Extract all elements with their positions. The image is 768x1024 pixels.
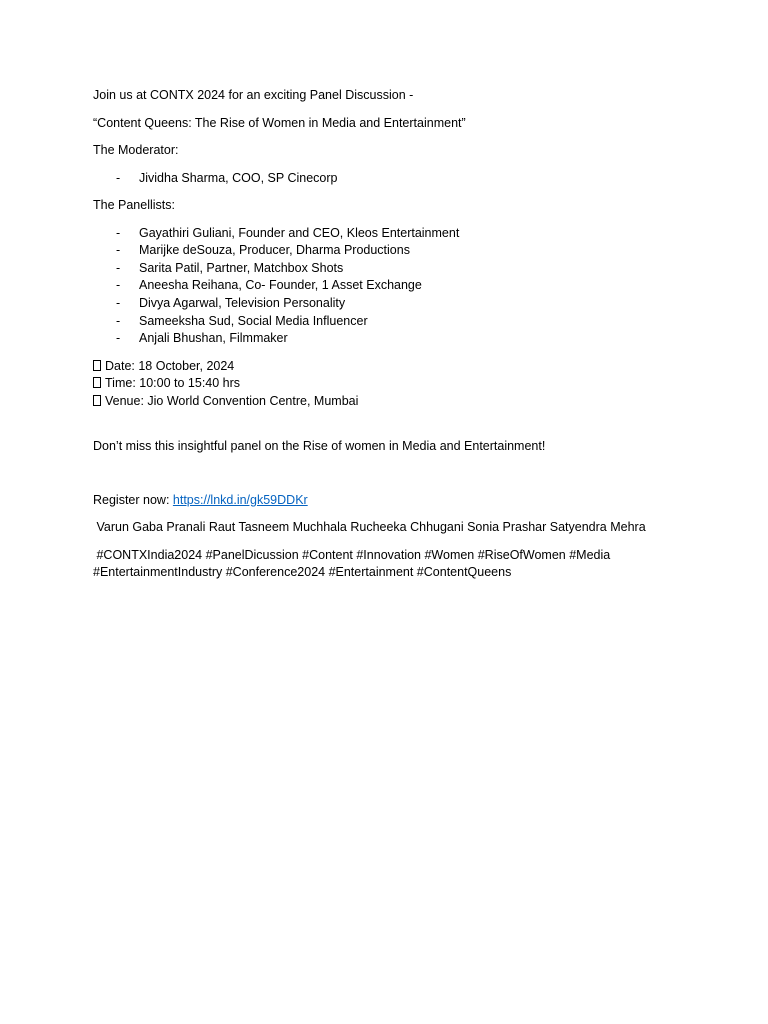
moderator-list (93, 170, 693, 188)
list-dash: - (116, 243, 121, 258)
event-details (93, 358, 693, 411)
panellist-name: Divya Agarwal, Television Personality (139, 295, 346, 310)
list-item (93, 277, 693, 295)
list-item (93, 260, 693, 278)
panellist-list (93, 225, 693, 348)
panellist-name: Marijke deSouza, Producer, Dharma Productions (139, 243, 410, 258)
event-venue-text: Venue: Jio World Convention Centre, Mumbai (105, 393, 359, 408)
list-dash: - (116, 278, 121, 293)
hashtags-line-2: #EntertainmentIndustry #Conference2024 #Entertainment #ContentQueens (93, 565, 512, 580)
list-item (93, 313, 693, 331)
mentions-line (93, 519, 693, 537)
missing-glyph-icon (93, 360, 101, 371)
call-to-action: Don’t miss this insightful panel on the Rise of women in Media and Entertainment! (93, 439, 546, 454)
mentions-text: Varun Gaba Pranali Raut Tasneem Muchhala Rucheeka Chhugani Sonia Prashar Satyendra Mehra (96, 520, 646, 535)
list-item (93, 295, 693, 313)
list-item (93, 330, 693, 348)
list-item (93, 242, 693, 260)
register-link[interactable]: https://lnkd.in/gk59DDKr (172, 492, 308, 507)
panellist-name: Sarita Patil, Partner, Matchbox Shots (139, 260, 344, 275)
moderator-heading: The Moderator: (93, 143, 179, 157)
event-time-text: Time: 10:00 to 15:40 hrs (105, 376, 241, 391)
event-date-text: Date: 18 October, 2024 (105, 358, 235, 373)
hashtags-line-1 (93, 547, 693, 565)
missing-glyph-icon (93, 377, 101, 388)
panellists-heading: The Panellists: (93, 198, 175, 213)
event-time (93, 375, 693, 393)
list-item (93, 225, 693, 243)
register-line (93, 492, 693, 510)
list-dash: - (116, 170, 121, 185)
panellist-name: Sameeksha Sud, Social Media Influencer (139, 313, 368, 328)
intro-text: Join us at CONTX 2024 for an exciting Panel Discussion - (93, 88, 414, 102)
list-dash: - (116, 225, 121, 240)
missing-glyph-icon (93, 395, 101, 406)
list-dash: - (116, 295, 121, 310)
list-item (93, 170, 693, 188)
document-body (93, 87, 693, 582)
panellist-name: Gayathiri Guliani, Founder and CEO, Kleos Entertainment (139, 225, 460, 240)
event-date (93, 358, 693, 376)
list-dash: - (116, 331, 121, 346)
panel-title: “Content Queens: The Rise of Women in Media and Entertainment” (93, 115, 466, 130)
panellist-name: Aneesha Reihana, Co- Founder, 1 Asset Exchange (139, 278, 422, 293)
panellist-name: Anjali Bhushan, Filmmaker (139, 331, 288, 346)
list-dash: - (116, 313, 121, 328)
register-label: Register now: (93, 492, 173, 507)
list-dash: - (116, 260, 121, 275)
event-venue (93, 393, 693, 411)
hashtags-text-1: #CONTXIndia2024 #PanelDicussion #Content #Innovation #Women #RiseOfWomen #Media (96, 547, 611, 562)
moderator-name: Jividha Sharma, COO, SP Cinecorp (139, 170, 338, 185)
